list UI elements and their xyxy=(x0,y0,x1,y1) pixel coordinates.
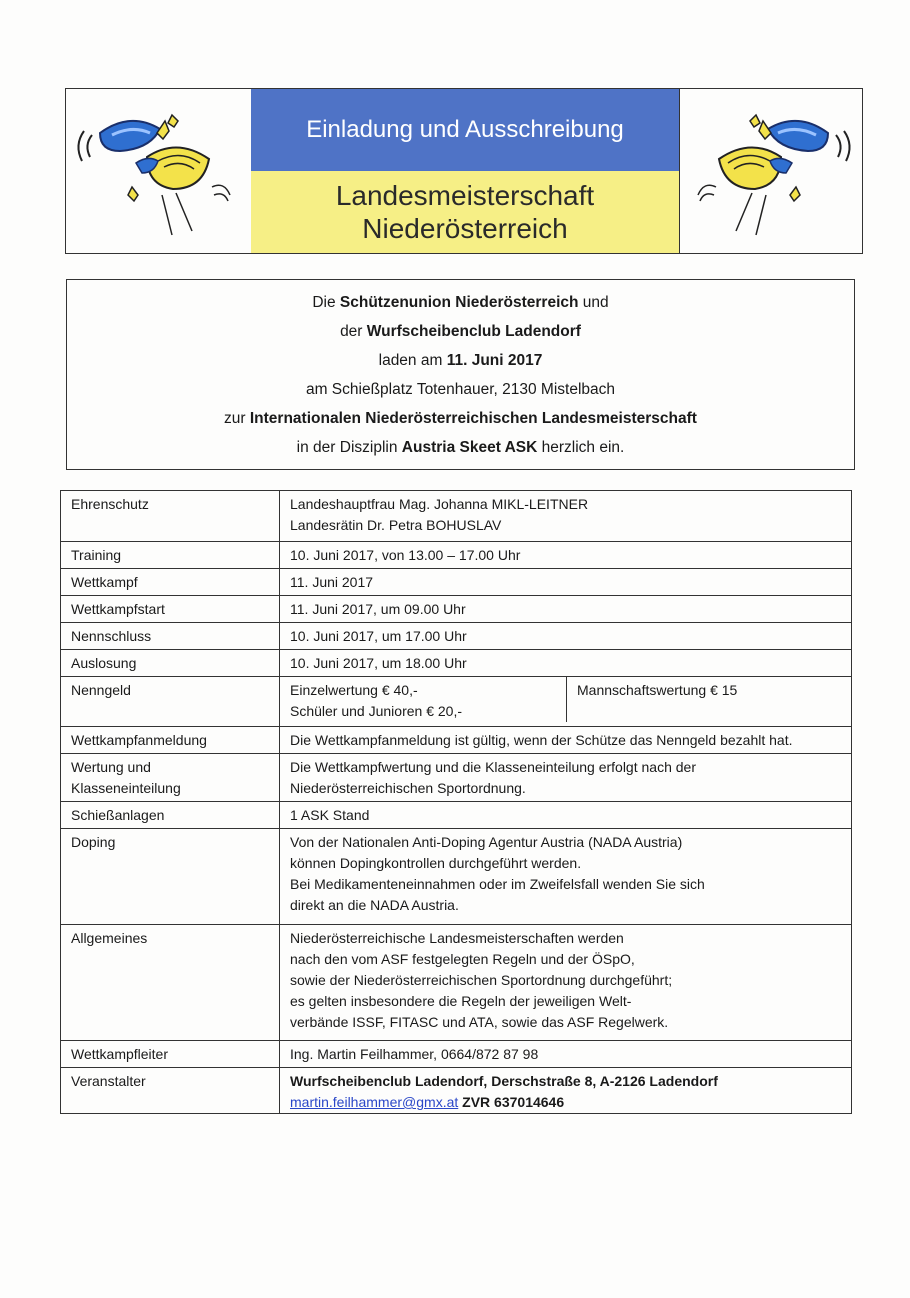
row-label: Wettkampfstart xyxy=(61,596,280,623)
row-value xyxy=(280,677,852,727)
table-row xyxy=(61,596,852,623)
row-label: Allgemeines xyxy=(61,925,280,1041)
row-label: Schießanlagen xyxy=(61,802,280,829)
table-row xyxy=(61,623,852,650)
table-row xyxy=(61,829,852,925)
table-row xyxy=(61,754,852,802)
row-label: Nennschluss xyxy=(61,623,280,650)
intro-line-6: in der Disziplin Austria Skeet ASK herzlich ein. xyxy=(296,439,625,456)
row-value xyxy=(280,1068,852,1114)
table-row xyxy=(61,677,852,727)
table-row xyxy=(61,727,852,754)
intro-line-5: zur Internationalen Niederösterreichischen Landesmeisterschaft xyxy=(224,410,697,427)
intro-line-4: am Schießplatz Totenhauer, 2130 Mistelbach xyxy=(305,381,616,398)
subtitle-band xyxy=(251,171,680,253)
table-row xyxy=(61,1041,852,1068)
row-label: Training xyxy=(61,542,280,569)
intro-line-2: der Wurfscheibenclub Ladendorf xyxy=(340,323,581,340)
row-value: Die Wettkampfanmeldung ist gültig, wenn der Schütze das Nenngeld bezahlt hat. xyxy=(280,727,852,754)
title-band xyxy=(251,89,680,171)
row-value: Niederösterreichische Landesmeisterschaften werden nach den vom ASF festgelegten Regeln und der ÖSpO, sowie der Niederösterreichischen Sportordnung durchgeführt; es gelten insbesondere die Regeln der jeweiligen Welt- verbände ISSF, FITASC und ATA, sowie das ASF Regelwerk. xyxy=(280,925,852,1041)
invitation-box xyxy=(66,279,855,470)
row-label: Wertung und Klasseneinteilung xyxy=(61,754,280,802)
table-row xyxy=(61,802,852,829)
organizer-email-link[interactable]: martin.feilhammer@gmx.at xyxy=(290,1094,459,1110)
row-value: 10. Juni 2017, um 17.00 Uhr xyxy=(280,623,852,650)
table-row xyxy=(61,1068,852,1114)
row-label: Ehrenschutz xyxy=(61,491,280,542)
intro-line-1: Die Schützenunion Niederösterreich und xyxy=(312,294,609,311)
row-label: Wettkampfanmeldung xyxy=(61,727,280,754)
row-label: Veranstalter xyxy=(61,1068,280,1114)
row-value: 10. Juni 2017, von 13.00 – 17.00 Uhr xyxy=(280,542,852,569)
table-row xyxy=(61,542,852,569)
intro-line-3: laden am 11. Juni 2017 xyxy=(378,352,543,369)
row-value: 1 ASK Stand xyxy=(280,802,852,829)
details-table xyxy=(60,490,852,1114)
nenngeld-einzel: Einzelwertung € 40,- xyxy=(290,682,418,698)
row-value: 11. Juni 2017 xyxy=(280,569,852,596)
row-label: Wettkampfleiter xyxy=(61,1041,280,1068)
subtitle-line-1: Landesmeisterschaft xyxy=(335,180,595,211)
organizer-name: Wurfscheibenclub Ladendorf, Derschstraße 8, A-2126 Ladendorf xyxy=(290,1073,718,1089)
row-value: 11. Juni 2017, um 09.00 Uhr xyxy=(280,596,852,623)
table-row xyxy=(61,925,852,1041)
header-banner xyxy=(65,88,863,254)
row-value: Landeshauptfrau Mag. Johanna MIKL-LEITNER Landesrätin Dr. Petra BOHUSLAV xyxy=(280,491,852,542)
row-label: Wettkampf xyxy=(61,569,280,596)
row-label: Doping xyxy=(61,829,280,925)
row-value: Ing. Martin Feilhammer, 0664/872 87 98 xyxy=(280,1041,852,1068)
nenngeld-mannschaft: Mannschaftswertung € 15 xyxy=(577,682,738,698)
row-label: Nenngeld xyxy=(61,677,280,727)
row-value: Von der Nationalen Anti-Doping Agentur Austria (NADA Austria) können Dopingkontrollen durchgeführt werden. Bei Medikamenteneinnahmen oder im Zweifelsfall wenden Sie sich direkt an die NADA Austria. xyxy=(280,829,852,925)
organizer-zvr: ZVR 637014646 xyxy=(458,1094,565,1110)
clay-target-logo-right-icon xyxy=(680,95,856,245)
row-value: Die Wettkampfwertung und die Klasseneinteilung erfolgt nach der Niederösterreichischen Sportordnung. xyxy=(280,754,852,802)
row-label: Auslosung xyxy=(61,650,280,677)
clay-target-logo-left-icon xyxy=(72,95,248,245)
table-row xyxy=(61,569,852,596)
row-value: 10. Juni 2017, um 18.00 Uhr xyxy=(280,650,852,677)
subtitle-line-2: Niederösterreich xyxy=(362,213,568,244)
nenngeld-junioren: Schüler und Junioren € 20,- xyxy=(290,703,462,719)
table-row xyxy=(61,650,852,677)
table-row xyxy=(61,491,852,542)
document-title: Einladung und Ausschreibung xyxy=(306,116,624,143)
